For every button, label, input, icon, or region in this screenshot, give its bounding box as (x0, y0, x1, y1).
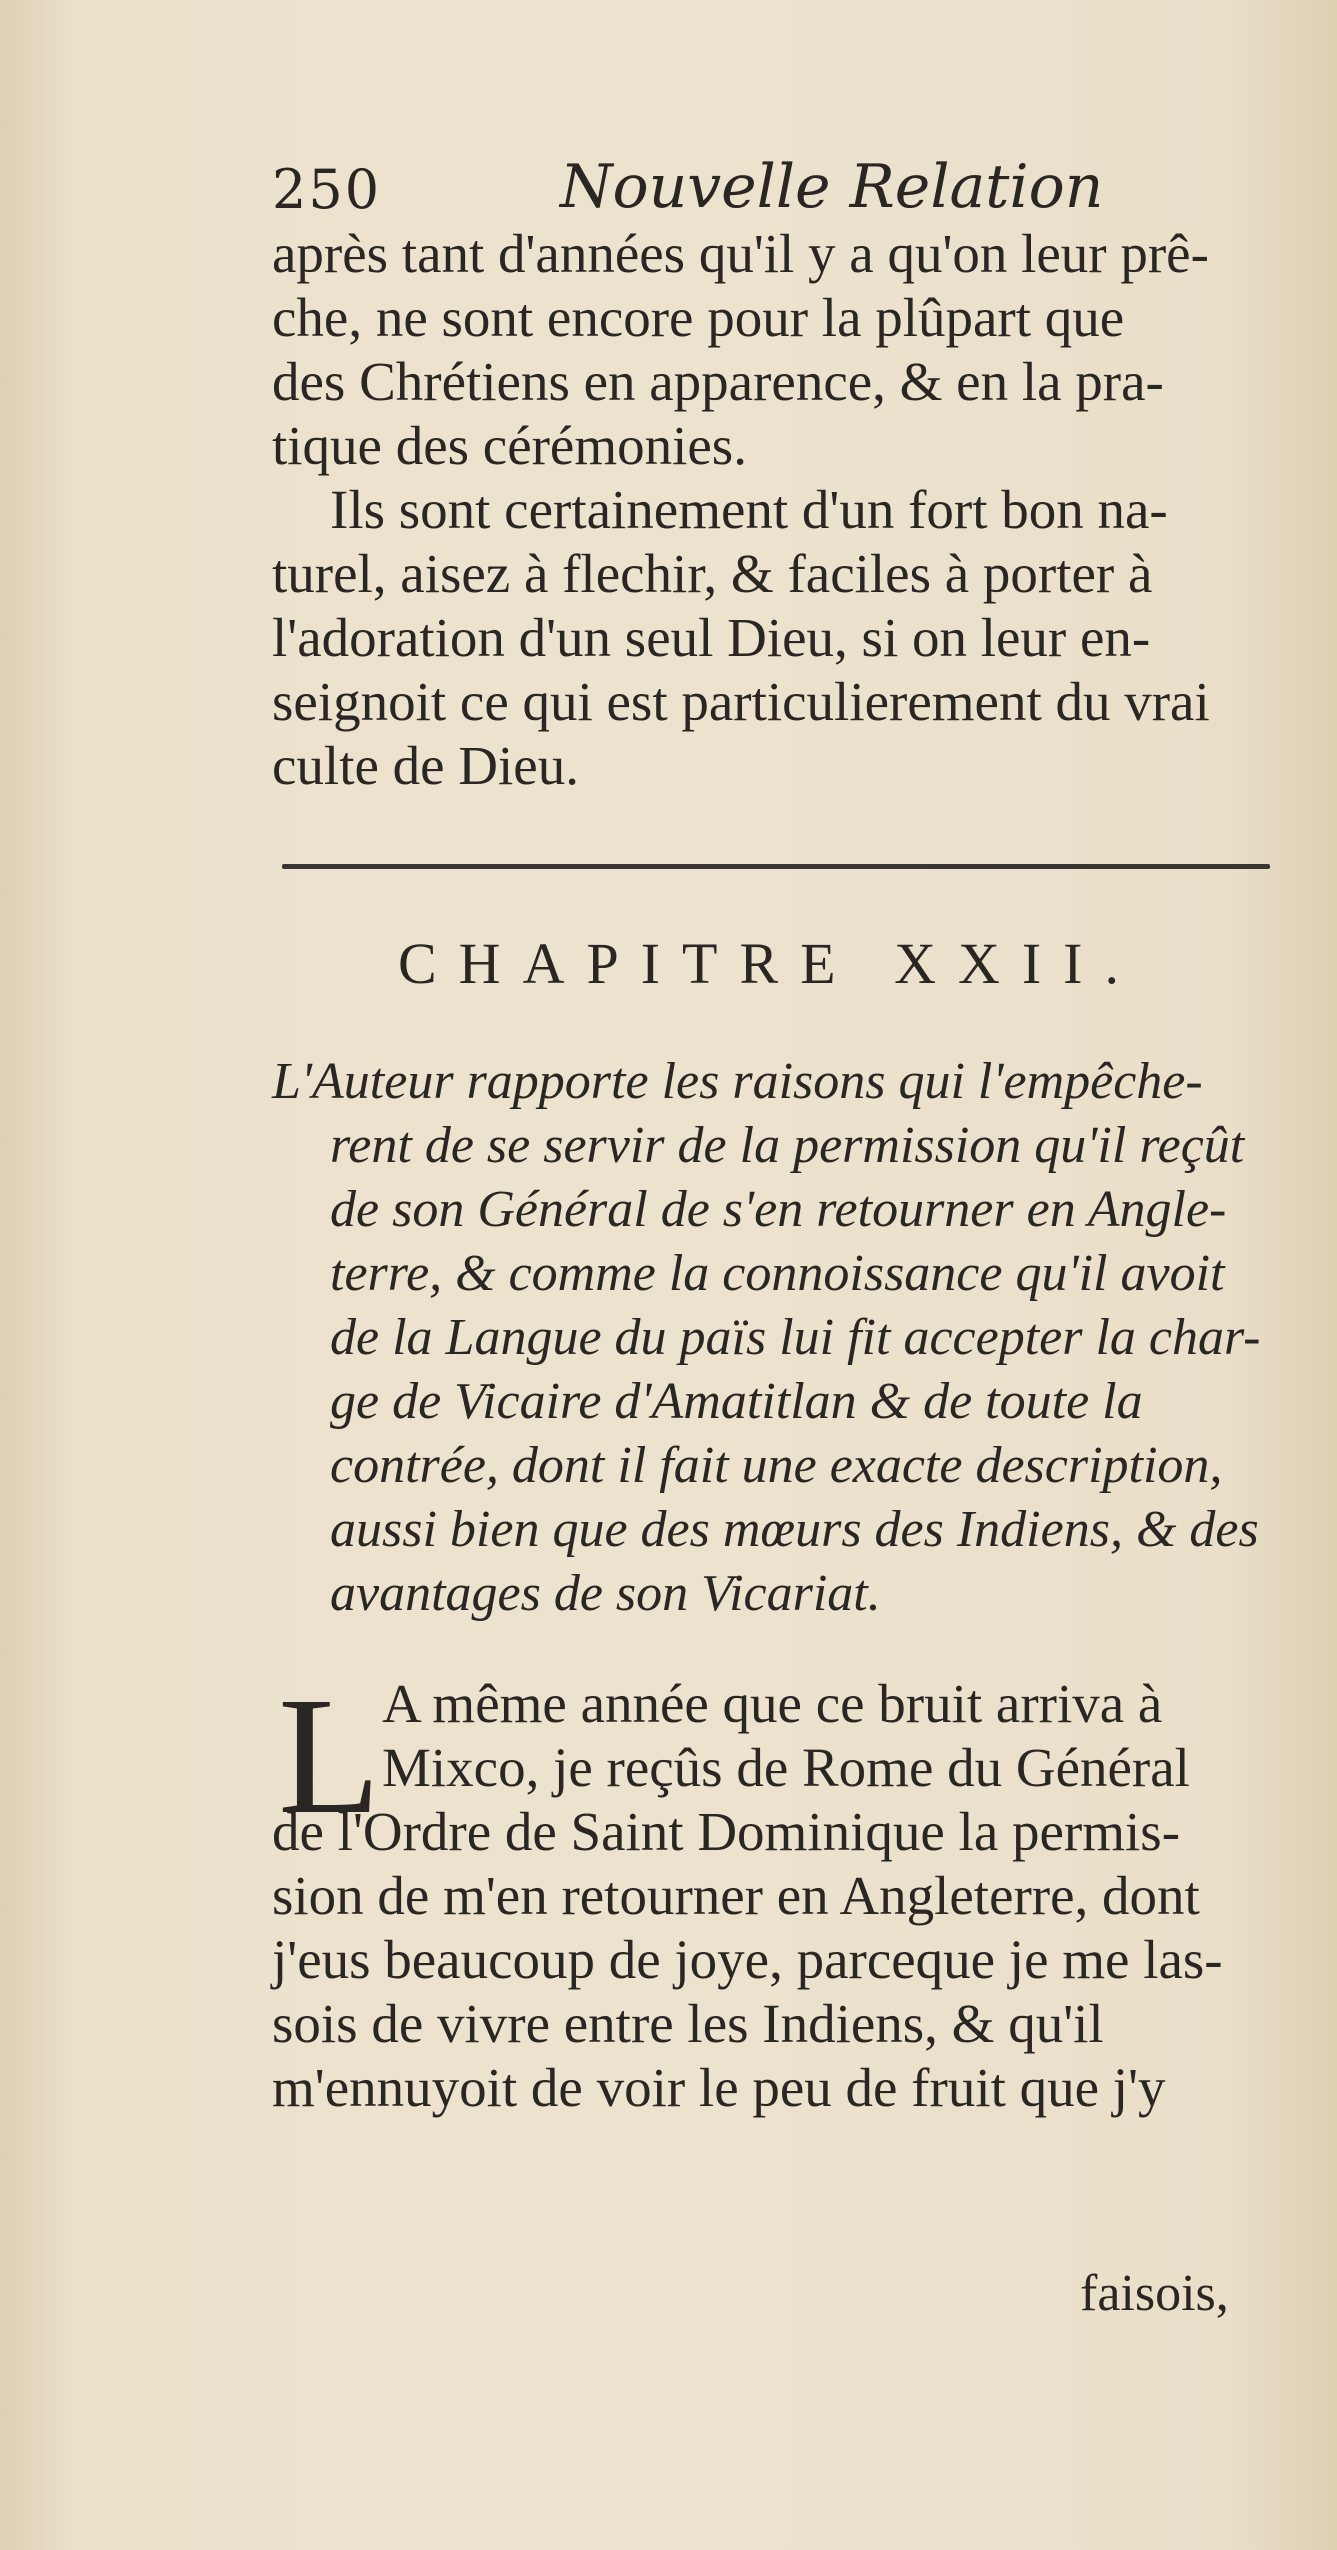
catchword: faisois, (1080, 2265, 1229, 2322)
chapter-heading: CHAPITRE XXII. (398, 931, 1141, 996)
body-line: j'eus beaucoup de joye, parceque je me las- (272, 1929, 1223, 1990)
summary-line: de la Langue du païs lui fit accepter la char- (330, 1309, 1261, 1366)
summary-line: L'Auteur rapporte les raisons qui l'empêche- (272, 1053, 1203, 1110)
body-line: culte de Dieu. (272, 735, 579, 796)
body-line: turel, aisez à flechir, & faciles à porter à (272, 543, 1153, 604)
body-line: che, ne sont encore pour la plûpart que (272, 287, 1125, 348)
body-line: de l'Ordre de Saint Dominique la permis- (272, 1801, 1181, 1862)
page-number: 250 (272, 158, 382, 221)
body-line: sois de vivre entre les Indiens, & qu'il (272, 1993, 1104, 2054)
body-line: A même année que ce bruit arriva à (382, 1673, 1163, 1734)
summary-line: de son Général de s'en retourner en Angle- (330, 1181, 1227, 1238)
body-line: seignoit ce qui est particulierement du vrai (272, 671, 1210, 732)
body-line: m'ennuyoit de voir le peu de fruit que j'y (272, 2057, 1166, 2118)
drop-cap: L (278, 1663, 381, 1849)
body-line: après tant d'années qu'il y a qu'on leur prê- (272, 223, 1209, 284)
running-title: Nouvelle Relation (560, 152, 1104, 222)
body-line: Mixco, je reçûs de Rome du Général (382, 1737, 1190, 1798)
body-line: tique des cérémonies. (272, 415, 747, 476)
summary-line: contrée, dont il fait une exacte description, (330, 1437, 1223, 1494)
body-line: l'adoration d'un seul Dieu, si on leur en- (272, 607, 1151, 668)
summary-line: terre, & comme la connoissance qu'il avoit (330, 1245, 1225, 1302)
summary-line: ge de Vicaire d'Amatitlan & de toute la (330, 1373, 1143, 1430)
summary-line: avantages de son Vicariat. (330, 1565, 881, 1622)
body-line: Ils sont certainement d'un fort bon na- (330, 479, 1168, 540)
horizontal-rule (282, 864, 1270, 869)
summary-line: rent de se servir de la permission qu'il reçût (330, 1117, 1245, 1174)
summary-line: aussi bien que des mœurs des Indiens, & des (330, 1501, 1259, 1558)
body-line: sion de m'en retourner en Angleterre, dont (272, 1865, 1200, 1926)
body-line: des Chrétiens en apparence, & en la pra- (272, 351, 1164, 412)
